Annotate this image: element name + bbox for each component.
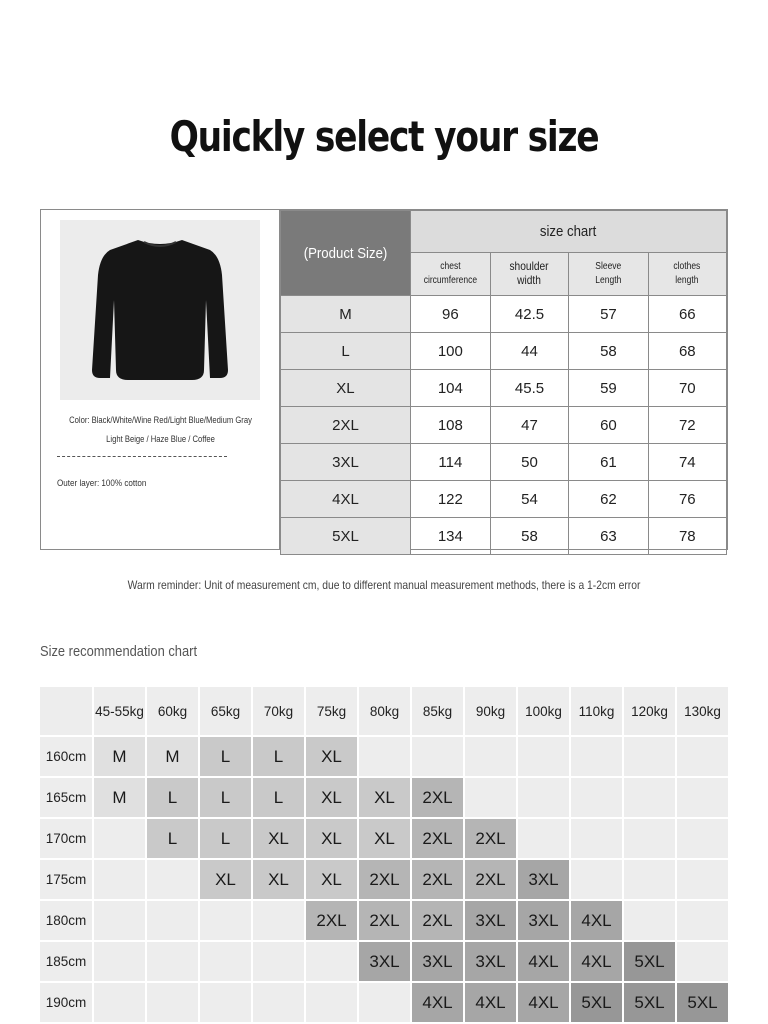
recommended-size-cell [464,736,517,777]
size-chart-column-header: clothes length [648,253,726,296]
recommended-size-cell: 3XL [464,900,517,941]
size-chart-cell: 66 [648,296,726,333]
recommendation-row [40,941,729,982]
recommended-size-cell: M [146,736,199,777]
recommended-size-cell: L [199,777,252,818]
size-chart-cell: 70 [648,370,726,407]
size-chart-cell: 72 [648,407,726,444]
recommended-size-cell: L [252,736,305,777]
size-chart-column-header: shoulder width [490,253,569,296]
recommended-size-cell: M [93,736,146,777]
recommended-size-cell [252,941,305,982]
recommended-size-cell [676,736,729,777]
size-label: M [281,296,411,333]
size-label: XL [281,370,411,407]
recommendation-row [40,900,729,941]
size-chart-cell: 61 [569,444,648,481]
recommended-size-cell [676,941,729,982]
recommended-size-cell [570,736,623,777]
recommended-size-cell: 2XL [358,900,411,941]
height-header: 180cm [40,900,93,941]
size-chart-row [281,333,727,370]
weight-header: 45-55kg [93,687,146,736]
size-chart-cell: 42.5 [490,296,569,333]
recommended-size-cell [146,859,199,900]
recommended-size-cell: 3XL [464,941,517,982]
size-chart-cell: 100 [410,333,490,370]
recommended-size-cell: 4XL [411,982,464,1023]
size-label: 3XL [281,444,411,481]
recommended-size-cell [199,982,252,1023]
divider [57,456,227,457]
recommended-size-cell: 5XL [676,982,729,1023]
recommended-size-cell [146,900,199,941]
recommended-size-cell [93,941,146,982]
recommended-size-cell [199,900,252,941]
size-chart-cell: 47 [490,407,569,444]
size-chart-cell: 54 [490,481,569,518]
size-chart-row [281,296,727,333]
recommended-size-cell: 4XL [517,982,570,1023]
recommended-size-cell: XL [252,818,305,859]
recommended-size-cell [146,982,199,1023]
corner-cell [40,687,93,736]
weight-header: 110kg [570,687,623,736]
recommended-size-cell: XL [305,736,358,777]
size-chart-cell: 104 [410,370,490,407]
size-chart-row [281,407,727,444]
size-chart-cell: 58 [569,333,648,370]
page-title: Quickly select your size [169,112,599,161]
recommended-size-cell: XL [305,859,358,900]
height-header: 160cm [40,736,93,777]
recommended-size-cell [305,982,358,1023]
recommended-size-cell: 4XL [464,982,517,1023]
recommended-size-cell: L [199,736,252,777]
size-chart-column-header: Sleeve Length [569,253,648,296]
recommended-size-cell: 3XL [411,941,464,982]
size-chart-column-header: chest circumference [410,253,490,296]
material-text: Outer layer: 100% cotton [57,478,147,489]
weight-header: 75kg [305,687,358,736]
recommendation-row [40,982,729,1023]
recommended-size-cell [305,941,358,982]
recommended-size-cell [517,818,570,859]
recommended-size-cell [252,900,305,941]
recommended-size-cell: 3XL [517,859,570,900]
recommended-size-cell [570,777,623,818]
recommended-size-cell: 5XL [623,941,676,982]
recommended-size-cell [358,982,411,1023]
size-recommendation-table [40,687,730,1024]
size-chart-cell: 59 [569,370,648,407]
recommended-size-cell: 4XL [570,900,623,941]
weight-header: 85kg [411,687,464,736]
recommended-size-cell [676,777,729,818]
product-size-header: (Product Size) [281,211,411,296]
recommended-size-cell: XL [305,777,358,818]
recommended-size-cell: 2XL [305,900,358,941]
recommended-size-cell [411,736,464,777]
recommended-size-cell [93,982,146,1023]
recommended-size-cell: 4XL [517,941,570,982]
height-header: 175cm [40,859,93,900]
recommended-size-cell [464,777,517,818]
size-chart-cell: 114 [410,444,490,481]
recommended-size-cell: L [146,777,199,818]
recommended-size-cell: XL [305,818,358,859]
recommended-size-cell [676,818,729,859]
recommended-size-cell: XL [199,859,252,900]
product-image [60,220,260,400]
recommended-size-cell: 2XL [464,859,517,900]
size-label: 5XL [281,518,411,555]
size-label: 4XL [281,481,411,518]
recommended-size-cell [676,859,729,900]
recommended-size-cell [517,736,570,777]
size-chart-row [281,444,727,481]
product-info-column [41,210,280,549]
size-chart-cell: 50 [490,444,569,481]
recommended-size-cell: 5XL [623,982,676,1023]
size-chart-cell: 63 [569,518,648,555]
warm-reminder: Warm reminder: Unit of measurement cm, due to different manual measurement methods, there is a 1-2cm error [127,578,641,592]
recommended-size-cell [93,900,146,941]
recommended-size-cell: 2XL [411,818,464,859]
recommended-size-cell [623,900,676,941]
size-label: L [281,333,411,370]
recommendation-row [40,818,729,859]
size-chart-cell: 57 [569,296,648,333]
recommended-size-cell: 2XL [411,859,464,900]
recommended-size-cell: L [252,777,305,818]
recommended-size-cell: 5XL [570,982,623,1023]
size-chart-row [281,518,727,555]
recommended-size-cell [146,941,199,982]
weight-header: 130kg [676,687,729,736]
recommended-size-cell [252,982,305,1023]
height-header: 190cm [40,982,93,1023]
recommended-size-cell: XL [358,777,411,818]
size-chart-row [281,481,727,518]
size-chart-cell: 76 [648,481,726,518]
height-header: 165cm [40,777,93,818]
recommended-size-cell [623,818,676,859]
recommendation-row [40,859,729,900]
recommended-size-cell: XL [358,818,411,859]
recommended-size-cell: 2XL [358,859,411,900]
recommended-size-cell: XL [252,859,305,900]
weight-header: 70kg [252,687,305,736]
size-label: 2XL [281,407,411,444]
size-chart-row [281,370,727,407]
recommended-size-cell: L [199,818,252,859]
weight-header: 80kg [358,687,411,736]
color-line-2: Light Beige / Haze Blue / Coffee [106,434,215,444]
recommended-size-cell: 2XL [411,900,464,941]
recommended-size-cell [358,736,411,777]
recommended-size-cell [517,777,570,818]
height-header: 170cm [40,818,93,859]
recommended-size-cell [570,818,623,859]
size-chart-cell: 96 [410,296,490,333]
size-chart-table [280,210,727,555]
recommendation-row [40,736,729,777]
recommended-size-cell [623,736,676,777]
size-chart-cell: 78 [648,518,726,555]
recommended-size-cell [570,859,623,900]
weight-header: 90kg [464,687,517,736]
recommended-size-cell [623,777,676,818]
size-chart-cell: 108 [410,407,490,444]
recommended-size-cell: 2XL [464,818,517,859]
recommendation-row [40,777,729,818]
size-chart-cell: 58 [490,518,569,555]
recommended-size-cell: 2XL [411,777,464,818]
recommended-size-cell [199,941,252,982]
color-line-1: Color: Black/White/Wine Red/Light Blue/Medium Gray [69,415,252,425]
size-chart-cell: 60 [569,407,648,444]
recommended-size-cell: 4XL [570,941,623,982]
size-chart-header: size chart [410,211,726,253]
recommended-size-cell [93,859,146,900]
recommended-size-cell: L [146,818,199,859]
size-chart-cell: 44 [490,333,569,370]
recommendation-title: Size recommendation chart [40,643,198,660]
recommended-size-cell: 3XL [517,900,570,941]
recommended-size-cell: M [93,777,146,818]
size-chart-cell: 134 [410,518,490,555]
recommended-size-cell [623,859,676,900]
size-chart-cell: 68 [648,333,726,370]
height-header: 185cm [40,941,93,982]
weight-header: 120kg [623,687,676,736]
size-chart-cell: 62 [569,481,648,518]
weight-header: 60kg [146,687,199,736]
size-chart-cell: 74 [648,444,726,481]
recommended-size-cell [93,818,146,859]
size-chart-cell: 122 [410,481,490,518]
sweatshirt-icon [60,220,260,400]
size-chart-box [40,209,728,550]
size-chart-cell: 45.5 [490,370,569,407]
recommended-size-cell: 3XL [358,941,411,982]
weight-header: 100kg [517,687,570,736]
weight-header: 65kg [199,687,252,736]
recommended-size-cell [676,900,729,941]
